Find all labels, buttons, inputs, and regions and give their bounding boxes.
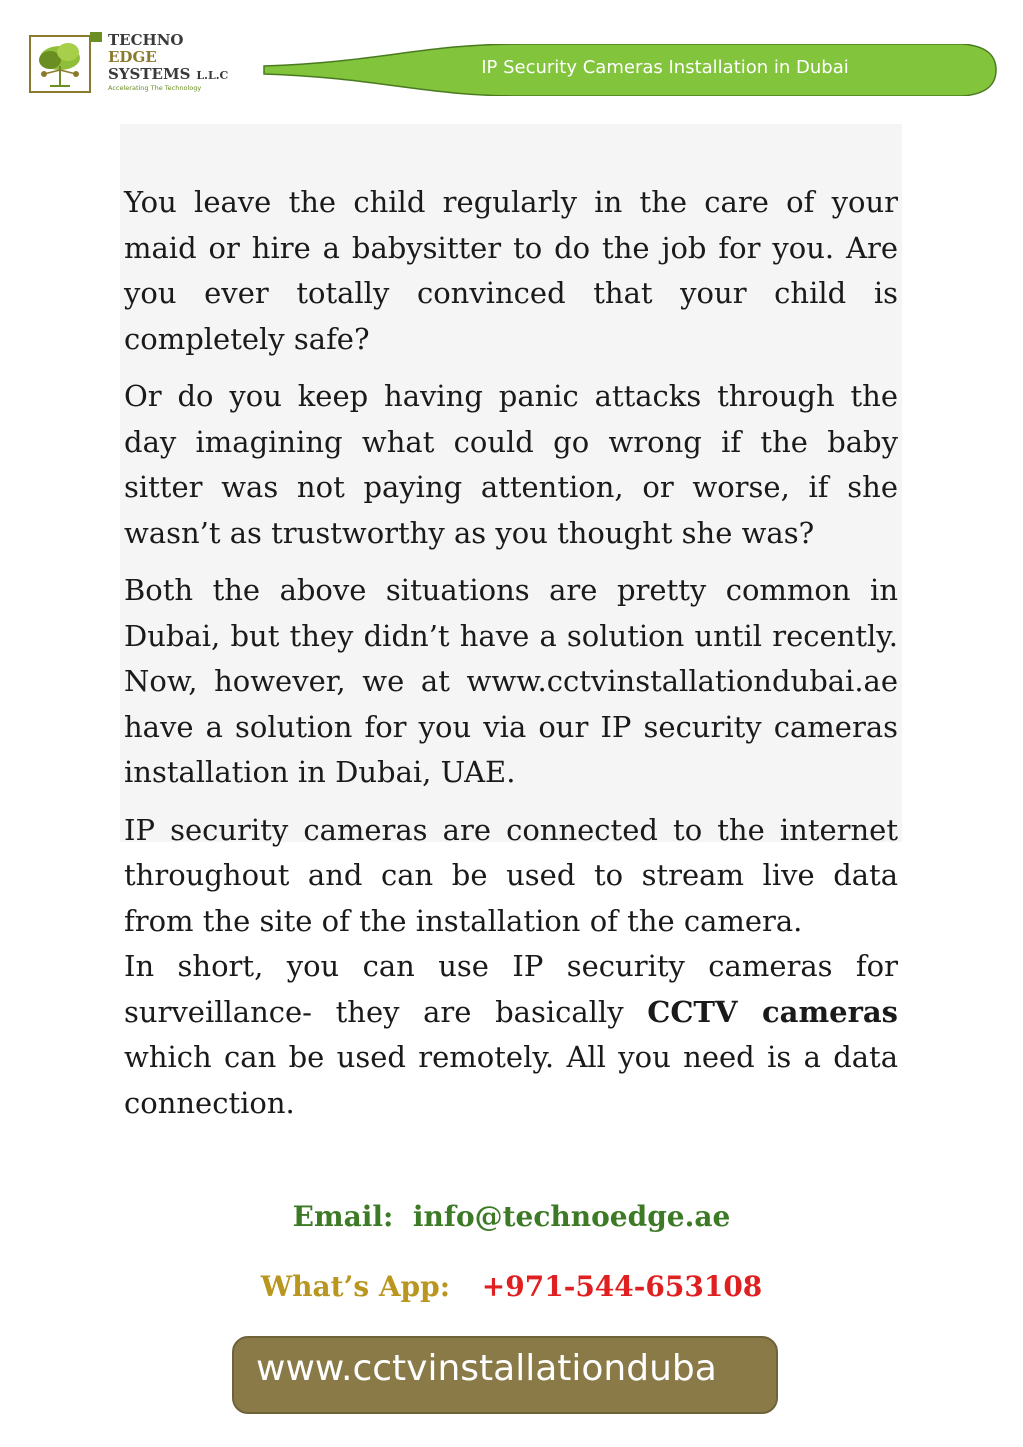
- whatsapp-number[interactable]: +971-544-653108: [481, 1270, 763, 1303]
- company-logo: [28, 30, 248, 100]
- paragraph-4: IP security cameras are connected to the internet throughout and can be used to stream live data from the site of the installation of the camera.: [124, 812, 898, 938]
- logo-wordmark: [108, 32, 228, 92]
- contact-email-line: [0, 1200, 1023, 1233]
- contact-phone-line: [0, 1270, 1023, 1303]
- logo-tagline: Accelerating The Technology: [108, 84, 202, 92]
- email-address[interactable]: info@technoedge.ae: [412, 1200, 731, 1233]
- website-button[interactable]: [232, 1336, 778, 1414]
- logo-line-techno: TECHNO: [108, 31, 184, 49]
- website-url: www.cctvinstallationduba: [256, 1348, 717, 1389]
- paragraph-5-end: which can be used remotely. All you need is a data connection.: [124, 1040, 898, 1120]
- logo-systems: SYSTEMS: [108, 65, 191, 83]
- article-body: [124, 180, 898, 1138]
- whatsapp-label: What’s App:: [260, 1270, 451, 1303]
- paragraph-5-start: In short, you can use IP security cameras for surveillance- they are basically: [124, 949, 898, 1029]
- logo-line-edge: EDGE: [108, 48, 157, 66]
- paragraph-5: [124, 944, 898, 1126]
- logo-llc: L.L.C: [196, 69, 229, 82]
- logo-line-systems: [108, 66, 228, 84]
- email-label: Email:: [292, 1200, 394, 1233]
- paragraph-1: You leave the child regularly in the care of your maid or hire a babysitter to do the job for you. Are you ever totally convinced that your child is completely safe?: [124, 185, 898, 356]
- cctv-cameras-term: CCTV cameras: [647, 994, 898, 1029]
- paragraph-2: Or do you keep having panic attacks through the day imagining what could go wrong if the baby sitter was not paying attention, or worse, if she wasn’t as trustworthy as you thought she was?: [124, 379, 898, 550]
- banner-title: IP Security Cameras Installation in Dubai: [481, 57, 849, 78]
- paragraph-3: Both the above situations are pretty common in Dubai, but they didn’t have a solution until recently. Now, however, we at www.cctvinstallationdubai.ae have a solution for you via our IP security cameras installation in Dubai, UAE.: [124, 573, 898, 789]
- cloud-network-icon: [28, 30, 106, 98]
- header-banner: [262, 44, 998, 96]
